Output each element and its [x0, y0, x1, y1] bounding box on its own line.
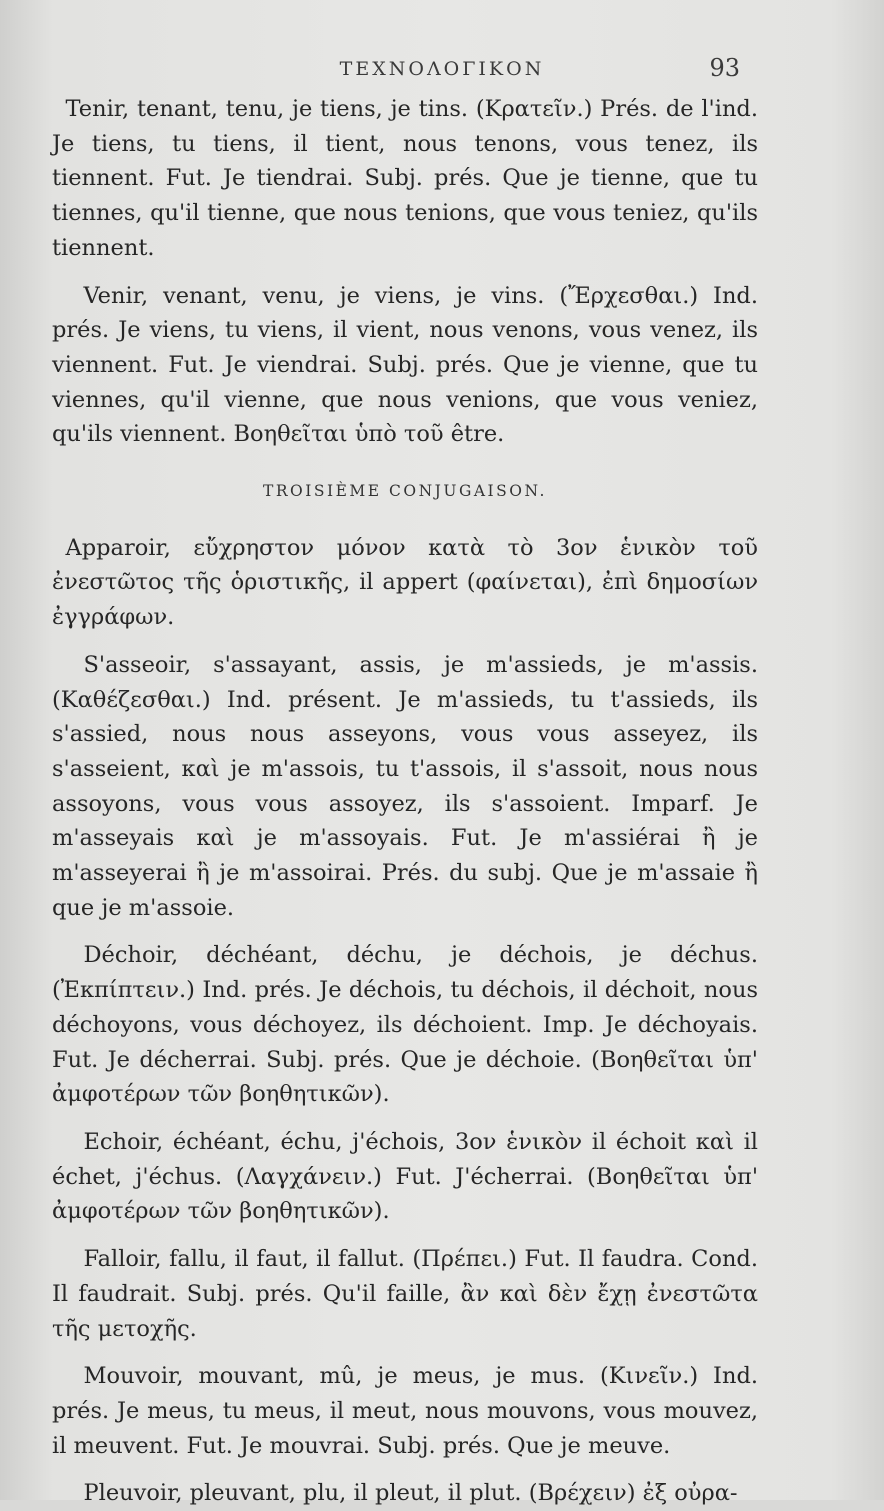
paragraph-falloir: Falloir, fallu, il faut, il fallut. (Πρέπει.) Fut. Il faudra. Cond. Il faudrait. Subj. prés. Qu'il faille, ἂν καὶ δὲν ἔχῃ ἐνεστῶτα τῆς μετοχῆς.	[52, 1246, 758, 1342]
paragraph-sasseoir: S'asseoir, s'assayant, assis, je m'assieds, je m'assis. (Καθέζεσθαι.) Ind. présent. Je m'assieds, tu t'assieds, ils s'assied, nous nous asseyons, vous vous asseyez, ils s'asseient, καὶ je m'assois, tu t'assois, il s'assoit, nous nous assoyons, vous vous assoyez, ils s'assoient. Imparf. Je m'asseyais καὶ je m'assoyais. Fut. Je m'assiérai ἢ je m'asseyerai ἢ je m'assoirai. Prés. du subj. Que je m'assaie ἢ que je m'assoie.	[52, 651, 758, 921]
paragraph-venir: Venir, venant, venu, je viens, je vins. (Ἔρχεσθαι.) Ind. prés. Je viens, tu viens, il vient, nous venons, vous venez, ils viennent. Fut. Je viendrai. Subj. prés. Que je vienne, que tu viennes, qu'il vienne, que nous venions, que vous veniez, qu'ils viennent. Βοηθεῖται ὑπὸ τοῦ être.	[52, 282, 758, 448]
page-number: 93	[709, 54, 740, 82]
paragraph-pleuvoir: Pleuvoir, pleuvant, plu, il pleut, il plut. (Βρέχειν) ἐξ οὐρα-	[83, 1480, 738, 1507]
paragraph-tenir: Tenir, tenant, tenu, je tiens, je tins. (Κρατεῖν.) Prés. de l'ind. Je tiens, tu tiens, il tient, nous tenons, vous tenez, ils tiennent. Fut. Je tiendrai. Subj. prés. Que je tienne, que tu tiennes, qu'il tienne, que nous tenions, que vous teniez, qu'ils tiennent.	[52, 96, 758, 261]
page-header	[0, 52, 884, 92]
body-text	[52, 92, 758, 1511]
paragraph-mouvoir: Mouvoir, mouvant, mû, je meus, je mus. (Κινεῖν.) Ind. prés. Je meus, tu meus, il meut, nous mouvons, vous mouvez, il meuvent. Fut. Je mouvrai. Subj. prés. Que je meuve.	[52, 1363, 758, 1459]
section-heading: TROISIÈME CONJUGAISON.	[263, 482, 547, 501]
paragraph-apparoir: Apparoir, εὔχρηστον μόνον κατὰ τὸ 3ον ἑνικὸν τοῦ ἐνεστῶτος τῆς ὁριστικῆς, il appert (φαίνεται), ἐπὶ δημοσίων ἐγγράφων.	[52, 534, 758, 631]
paragraph-dechoir: Déchoir, déchéant, déchu, je déchois, je déchus. (Ἐκπίπτειν.) Ind. prés. Je déchois, tu déchois, il déchoit, nous déchoyons, vous déchoyez, ils déchoient. Imp. Je déchoyais. Fut. Je décherrai. Subj. prés. Que je déchoie. (Βοηθεῖται ὑπ' ἀμφοτέρων τῶν βοηθητικῶν).	[52, 942, 758, 1108]
running-title: ΤΕΧΝΟΛΟΓΙΚΟΝ	[339, 58, 545, 80]
paragraph-echoir: Echoir, échéant, échu, j'échois, 3ον ἑνικὸν il échoit καὶ il échet, j'échus. (Λαγχάνειν.) Fut. J'écherrai. (Βοηθεῖται ὑπ' ἀμφοτέρων τῶν βοηθητικῶν).	[52, 1128, 758, 1225]
